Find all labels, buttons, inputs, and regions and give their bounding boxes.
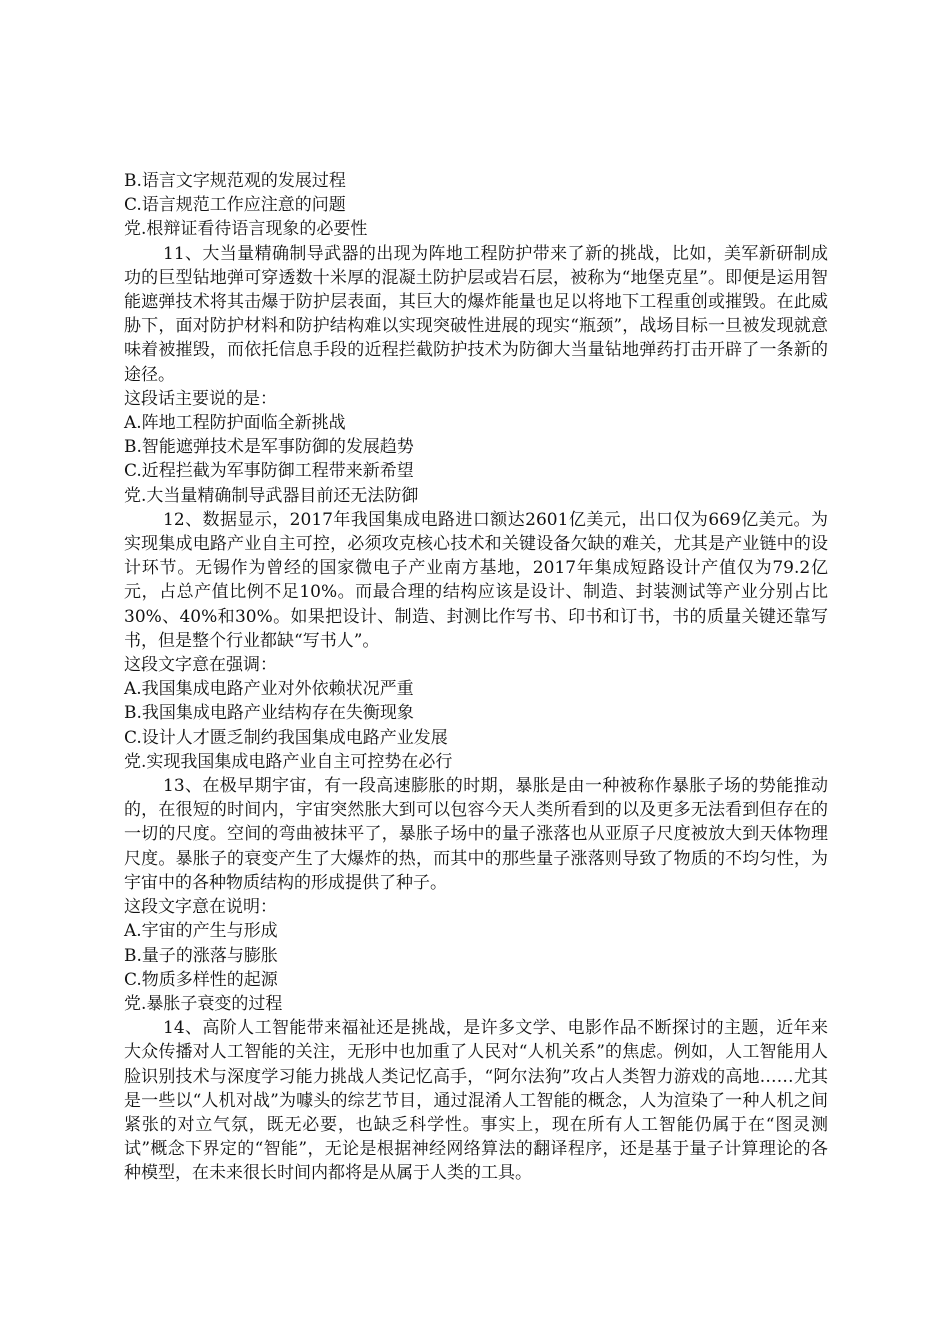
document-body <box>124 169 828 1186</box>
question-paragraph: 14、高阶人工智能带来福祉还是挑战，是许多文学、电影作品不断探讨的主题，近年来大众传播对人工智能的关注，无形中也加重了人民对“人机关系”的焦虑。例如，人工智能用人脸识别技术与深度学习能力挑战人类记忆高手，“阿尔法狗”攻占人类智力游戏的高地……尤其是一些以“人机对战”为噱头的综艺节目，通过混淆人工智能的概念，人为渲染了一种人机之间紧张的对立气氛，既无必要，也缺乏科学性。事实上，现在所有人工智能仍属于在“图灵测试”概念下界定的“智能”，无论是根据神经网络算法的翻译程序，还是基于量子计算理论的各种模型，在未来很长时间内都将是从属于人类的工具。 <box>124 1018 828 1184</box>
option-line: A.我国集成电路产业对外依赖状况严重 <box>124 679 414 700</box>
question-paragraph: 11、大当量精确制导武器的出现为阵地工程防护带来了新的挑战，比如，美军新研制成功的巨型钻地弹可穿透数十米厚的混凝土防护层或岩石层，被称为“地堡克星”。即便是运用智能遮弹技术将其击爆于防护层表面，其巨大的爆炸能量也足以将地下工程重创或摧毁。在此威胁下，面对防护材料和防护结构难以实现突破性进展的现实“瓶颈”，战场目标一旦被发现就意味着被摧毁，而依托信息手段的近程拦截防护技术为防御大当量钻地弹药打击开辟了一条新的途径。 <box>124 243 828 385</box>
option-line: 党.实现我国集成电路产业自主可控势在必行 <box>124 751 453 772</box>
option-line: B.量子的涨落与膨胀 <box>124 945 278 966</box>
option-line: 党.暴胀子衰变的过程 <box>124 993 283 1014</box>
question-stem: 这段文字意在强调： <box>124 655 277 676</box>
option-line: 党.根辩证看待语言现象的必要性 <box>124 219 368 240</box>
option-line: B.智能遮弹技术是军事防御的发展趋势 <box>124 437 414 458</box>
option-line: C.语言规范工作应注意的问题 <box>124 195 346 216</box>
option-line: C.物质多样性的起源 <box>124 969 278 990</box>
option-line: 党.大当量精确制导武器目前还无法防御 <box>124 485 419 506</box>
option-line: A.宇宙的产生与形成 <box>124 921 278 942</box>
option-line: B.我国集成电路产业结构存在失衡现象 <box>124 703 414 724</box>
question-paragraph: 13、在极早期宇宙，有一段高速膨胀的时期，暴胀是由一种被称作暴胀子场的势能推动的，在很短的时间内，宇宙突然胀大到可以包容今天人类所看到的以及更多无法看到但存在的一切的尺度。空间的弯曲被抹平了，暴胀子场中的量子涨落也从亚原子尺度被放大到天体物理尺度。暴胀子的衰变产生了大爆炸的热，而其中的那些量子涨落则导致了物质的不均匀性，为宇宙中的各种物质结构的形成提供了种子。 <box>124 776 828 893</box>
option-line: A.阵地工程防护面临全新挑战 <box>124 413 346 434</box>
question-stem: 这段文字意在说明： <box>124 897 277 918</box>
option-line: C.设计人才匮乏制约我国集成电路产业发展 <box>124 727 448 748</box>
question-paragraph: 12、数据显示，2017年我国集成电路进口额达2601亿美元，出口仅为669亿美元。为实现集成电路产业自主可控，必须攻克核心技术和关键设备欠缺的难关，尤其是产业链中的设计环节。无锡作为曾经的国家微电子产业南方基地，2017年集成短路设计产值仅为79.2亿元，占总产值比例不足10%。而最合理的结构应该是设计、制造、封装测试等产业分别占比30%、40%和30%。如果把设计、制造、封测比作写书、印书和订书，书的质量关键还靠写书，但是整个行业都缺“写书人”。 <box>124 509 828 651</box>
option-line: B.语言文字规范观的发展过程 <box>124 171 346 191</box>
question-stem: 这段话主要说的是： <box>124 388 277 409</box>
option-line: C.近程拦截为军事防御工程带来新希望 <box>124 461 414 482</box>
